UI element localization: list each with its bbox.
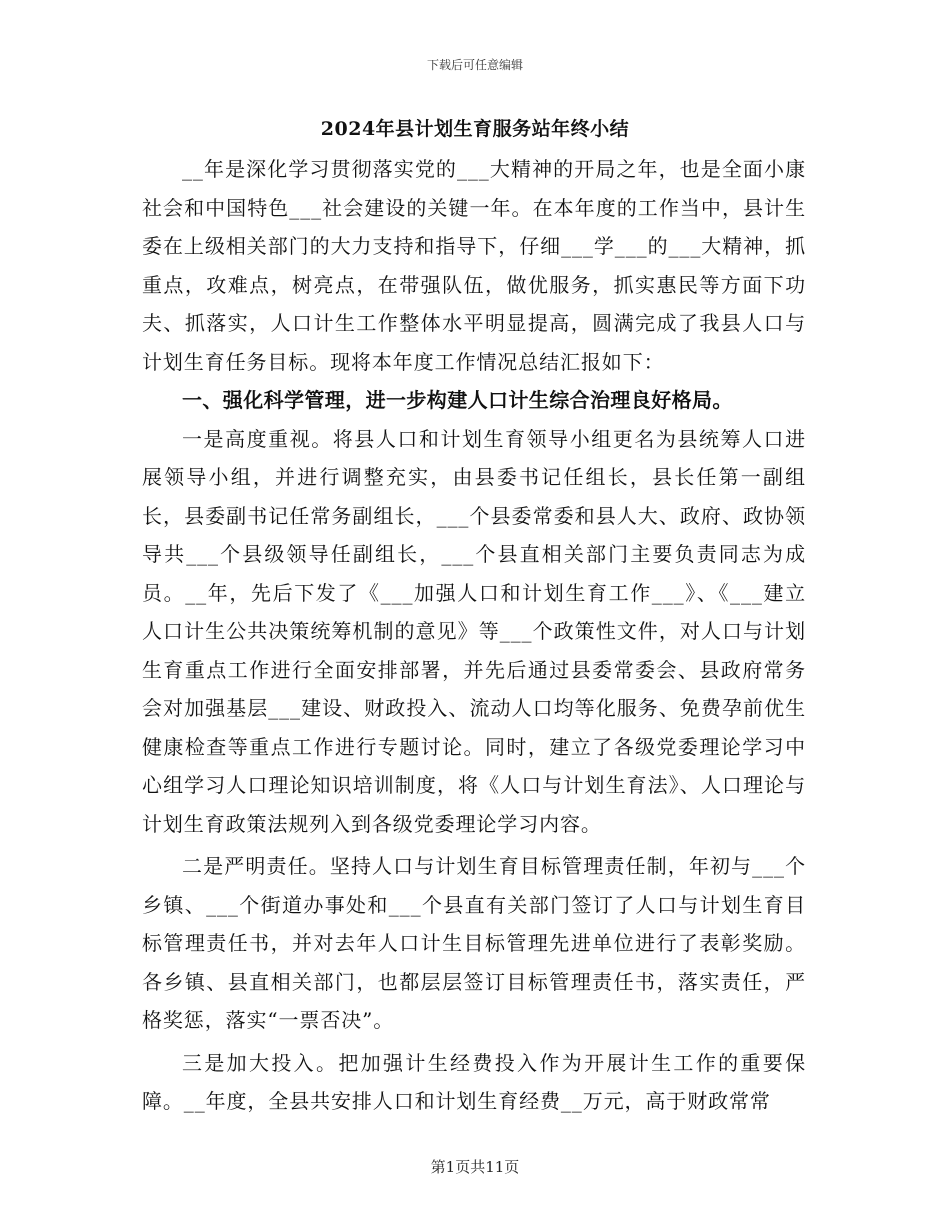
- document-body: [142, 150, 806, 1121]
- document-title: 2024年县计划生育服务站年终小结: [320, 118, 630, 140]
- page-footer: 第1页共11页: [430, 1158, 520, 1176]
- intro-paragraph: __年是深化学习贯彻落实党的___大精神的开局之年，也是全面小康社会和中国特色___社会建设的关键一年。在本年度的工作当中，县计生委在上级相关部门的大力支持和指导下，仔细___学___的___大精神，抓重点，攻难点，树亮点，在带强队伍，做优服务，抓实惠民等方面下功夫、抓落实，人口计生工作整体水平明显提高，圆满完成了我县人口与计划生育任务目标。现将本年度工作情况总结汇报如下：: [142, 157, 806, 374]
- section-heading: 一、强化科学管理，进一步构建人口计生综合治理良好格局。: [182, 388, 733, 412]
- body-paragraph: 二是严明责任。坚持人口与计划生育目标管理责任制，年初与___个乡镇、___个街道办事处和___个县直有关部门签订了人口与计划生育目标管理责任书，并对去年人口计生目标管理先进单位进行了表彰奖励。各乡镇、县直相关部门，也都层层签订目标管理责任书，落实责任，严格奖惩，落实“一票否决”。: [142, 854, 806, 1032]
- body-paragraph: 一是高度重视。将县人口和计划生育领导小组更名为县统筹人口进展领导小组，并进行调整充实，由县委书记任组长，县长任第一副组长，县委副书记任常务副组长，___个县委常委和县人大、政府、政协领导共___个县级领导任副组长，___个县直相关部门主要负责同志为成员。__年，先后下发了《___加强人口和计划生育工作___》、《___建立人口计生公共决策统筹机制的意见》等___个政策性文件，对人口与计划生育重点工作进行全面安排部署，并先后通过县委常委会、县政府常务会对加强基层___建设、财政投入、流动人口均等化服务、免费孕前优生健康检查等重点工作进行专题讨论。同时，建立了各级党委理论学习中心组学习人口理论知识培训制度，将《人口与计划生育法》、人口理论与计划生育政策法规列入到各级党委理论学习内容。: [142, 426, 806, 836]
- header-note: 下载后可任意编辑: [426, 58, 523, 72]
- body-paragraph: 三是加大投入。把加强计生经费投入作为开展计生工作的重要保障。__年度，全县共安排人口和计划生育经费__万元，高于财政常常: [142, 1050, 806, 1113]
